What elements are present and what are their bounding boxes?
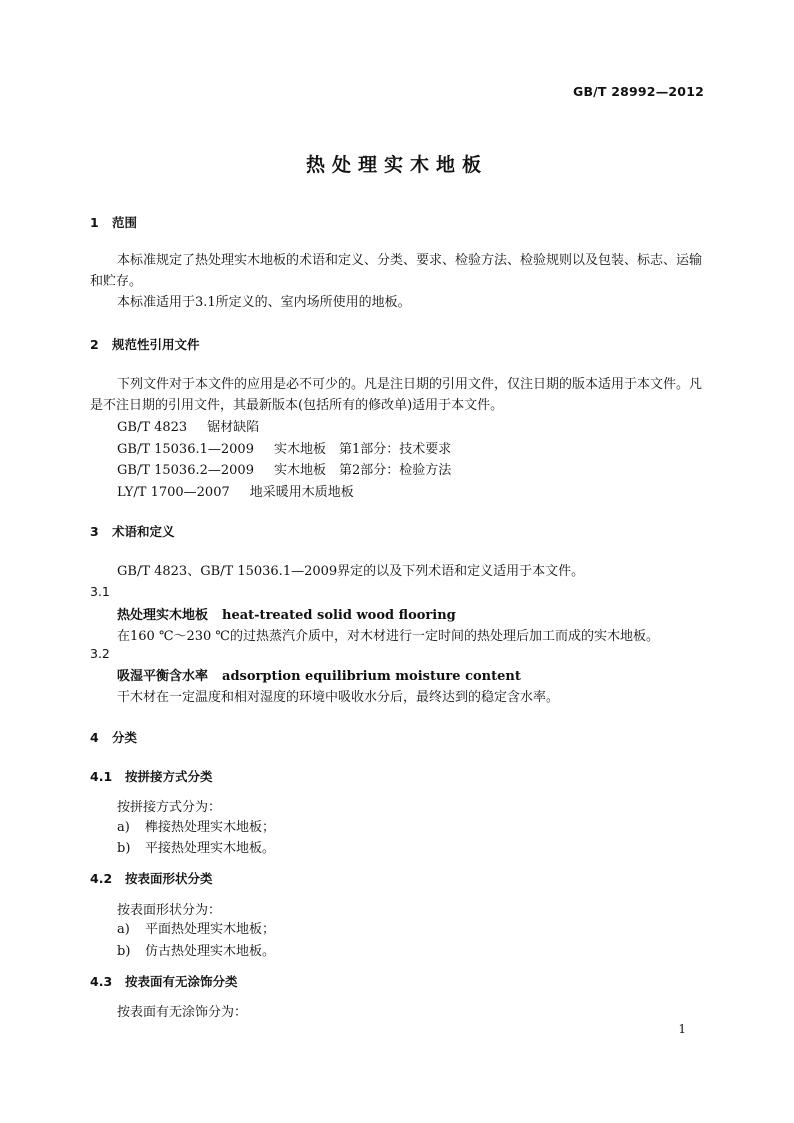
term-number: 3.1 bbox=[90, 584, 110, 599]
term-chinese: 热处理实木地板 bbox=[117, 608, 209, 623]
term-english: adsorption equilibrium moisture content bbox=[222, 669, 521, 684]
subsection-title: 按表面形状分类 bbox=[125, 871, 213, 886]
reference-code: GB/T 15036.1—2009 bbox=[117, 442, 254, 457]
section-1-paragraph-2: 本标准适用于3.1所定义的、室内场所使用的地板。 bbox=[117, 295, 411, 310]
section-number: 2 bbox=[90, 337, 99, 352]
subsection-number: 4.2 bbox=[90, 871, 113, 886]
list-item bbox=[117, 816, 275, 835]
list-text: 平接热处理实木地板。 bbox=[145, 841, 276, 856]
subsection-number: 4.1 bbox=[90, 769, 113, 784]
section-1-paragraph-1: 本标准规定了热处理实木地板的术语和定义、分类、要求、检验方法、检验规则以及包装、标志、运输和贮存。 bbox=[90, 253, 703, 289]
section-title: 规范性引用文件 bbox=[112, 337, 200, 352]
section-3-paragraph-1: GB/T 4823、GB/T 15036.1—2009界定的以及下列术语和定义适用于本文件。 bbox=[117, 564, 585, 579]
subsection-intro: 按表面形状分为： bbox=[117, 903, 222, 918]
reference-title: 锯材缺陷 bbox=[207, 420, 260, 435]
reference-item bbox=[117, 438, 451, 457]
section-title: 范围 bbox=[112, 215, 138, 230]
reference-item bbox=[117, 459, 451, 478]
document-title: 热处理实木地板 bbox=[305, 154, 488, 176]
list-text: 仿古热处理实木地板。 bbox=[145, 944, 276, 959]
reference-item bbox=[117, 416, 259, 435]
subsection-intro: 按拼接方式分为： bbox=[117, 800, 222, 815]
section-4-heading bbox=[90, 728, 137, 746]
subsection-number: 4.3 bbox=[90, 974, 113, 989]
list-text: 榫接热处理实木地板； bbox=[145, 820, 276, 835]
subsection-4-3-heading bbox=[90, 972, 238, 990]
standard-code: GB/T 28992—2012 bbox=[572, 84, 704, 99]
subsection-title: 按拼接方式分类 bbox=[125, 769, 213, 784]
reference-title: 地采暖用木质地板 bbox=[249, 485, 354, 500]
list-item bbox=[117, 918, 275, 937]
subsection-4-1-heading bbox=[90, 767, 213, 785]
term-definition: 在160 ℃～230 ℃的过热蒸汽介质中，对木材进行一定时间的热处理后加工而成的实木地板。 bbox=[117, 629, 659, 644]
list-text: 平面热处理实木地板； bbox=[145, 922, 276, 937]
reference-code: GB/T 4823 bbox=[117, 420, 188, 435]
list-marker: b) bbox=[117, 841, 131, 856]
section-1-heading bbox=[90, 213, 137, 231]
list-marker: a) bbox=[117, 922, 130, 937]
subsection-title: 按表面有无涂饰分类 bbox=[125, 974, 238, 989]
section-2-heading bbox=[90, 335, 200, 353]
list-marker: b) bbox=[117, 944, 131, 959]
section-number: 3 bbox=[90, 524, 99, 539]
term-entry bbox=[117, 665, 521, 684]
reference-title: 实木地板 第1部分：技术要求 bbox=[273, 442, 452, 457]
section-3-heading bbox=[90, 522, 175, 540]
reference-item bbox=[117, 481, 354, 500]
term-chinese: 吸湿平衡含水率 bbox=[117, 669, 209, 684]
list-item bbox=[117, 837, 275, 856]
term-english: heat-treated solid wood flooring bbox=[222, 608, 456, 623]
section-2-paragraph-1: 下列文件对于本文件的应用是必不可少的。凡是注日期的引用文件，仅注日期的版本适用于本文件。凡是不注日期的引用文件，其最新版本(包括所有的修改单)适用于本文件。 bbox=[90, 377, 703, 413]
subsection-intro: 按表面有无涂饰分为： bbox=[117, 1005, 248, 1020]
term-definition: 干木材在一定温度和相对湿度的环境中吸收水分后，最终达到的稳定含水率。 bbox=[117, 690, 560, 705]
term-entry bbox=[117, 604, 456, 623]
term-number: 3.2 bbox=[90, 646, 110, 661]
section-title: 术语和定义 bbox=[112, 524, 175, 539]
section-title: 分类 bbox=[112, 730, 138, 745]
page-number: 1 bbox=[678, 1022, 686, 1036]
section-number: 4 bbox=[90, 730, 99, 745]
reference-title: 实木地板 第2部分：检验方法 bbox=[273, 463, 452, 478]
subsection-4-2-heading bbox=[90, 869, 213, 887]
list-item bbox=[117, 940, 275, 959]
reference-code: GB/T 15036.2—2009 bbox=[117, 463, 254, 478]
section-number: 1 bbox=[90, 215, 99, 230]
list-marker: a) bbox=[117, 820, 130, 835]
reference-code: LY/T 1700—2007 bbox=[117, 485, 230, 500]
